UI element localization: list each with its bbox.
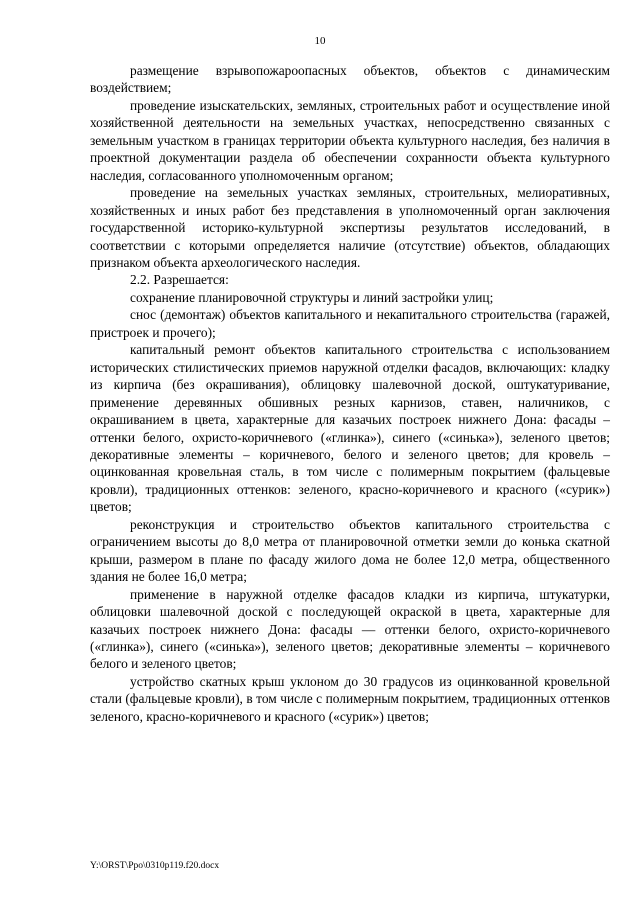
paragraph: реконструкция и строительство объектов капитального строительства с ограничением высоты до 8,0 метра от планировочной отметки земли до конька скатной крыши, размером в плане по фасаду жилого дома не более 12,0 метра, общественного здания не более 16,0 метра;	[90, 516, 610, 585]
section-heading: 2.2. Разрешается:	[130, 272, 229, 288]
paragraph: сохранение планировочной структуры и линий застройки улиц;	[130, 289, 494, 305]
paragraph: проведение изыскательских, земляных, строительных работ и осуществление иной хозяйственной деятельности на земельных участках, непосредственно связанных с земельным участком в границах территории объекта культурного наследия, без наличия в проектной документации раздела об обеспечении сохранности объекта культурного наследия, согласованного уполномоченным органом;	[90, 97, 610, 183]
paragraph: капитальный ремонт объектов капитального строительства с использованием исторических стилистических приемов наружной отделки фасадов, включающих: кладку из кирпича (без окрашивания), облицовку шалевочной доской, оштукатуривание, применение деревянных обшивных резных карнизов, ставен, наличников, с окрашиванием в цвета, характерные для казачьих построек нижнего Дона: фасады – оттенки белого, охристо-коричневого («глинка»), синего («синька»), зеленого цветов; декоративные элементы – коричневого, белого и зеленого цветов; для кровель – оцинкованная кровельная сталь, в том числе с полимерным покрытием (фальцевые кровли), традиционных оттенков: зеленого, красно-коричневого и красного («сурик») цветов;	[90, 342, 610, 515]
paragraph: проведение на земельных участках земляных, строительных, мелиоративных, хозяйственных и иных работ без представления в уполномоченный орган заключения государственной историко-культурной экспертизы результатов исследований, в соответствии с которыми определяется наличие (отсутствие) объектов, обладающих признаком объекта археологического наследия.	[90, 185, 610, 270]
document-body	[90, 62, 610, 725]
footer-file-path: Y:\ORST\Ppo\0310p119.f20.docx	[90, 861, 220, 871]
paragraph: устройство скатных крыш уклоном до 30 градусов из оцинкованной кровельной стали (фальцевые кровли), в том числе с полимерным покрытием, традиционных оттенков зеленого, красно-коричневого и красного («сурик») цветов;	[90, 673, 610, 724]
page-number: 10	[314, 35, 326, 47]
paragraph: применение в наружной отделке фасадов кладки из кирпича, штукатурки, облицовки шалевочной доской с последующей окраской в цвета, характерные для казачьих построек нижнего Дона: фасады — оттенки белого, охристо-коричневого («глинка»), синего («синька»), зеленого цветов; декоративные элементы – коричневого белого и зеленого цветов;	[90, 586, 610, 672]
paragraph: снос (демонтаж) объектов капитального и некапитального строительства (гаражей, пристроек и прочего);	[90, 307, 610, 340]
paragraph: размещение взрывопожароопасных объектов, объектов с динамическим воздействием;	[90, 63, 610, 96]
